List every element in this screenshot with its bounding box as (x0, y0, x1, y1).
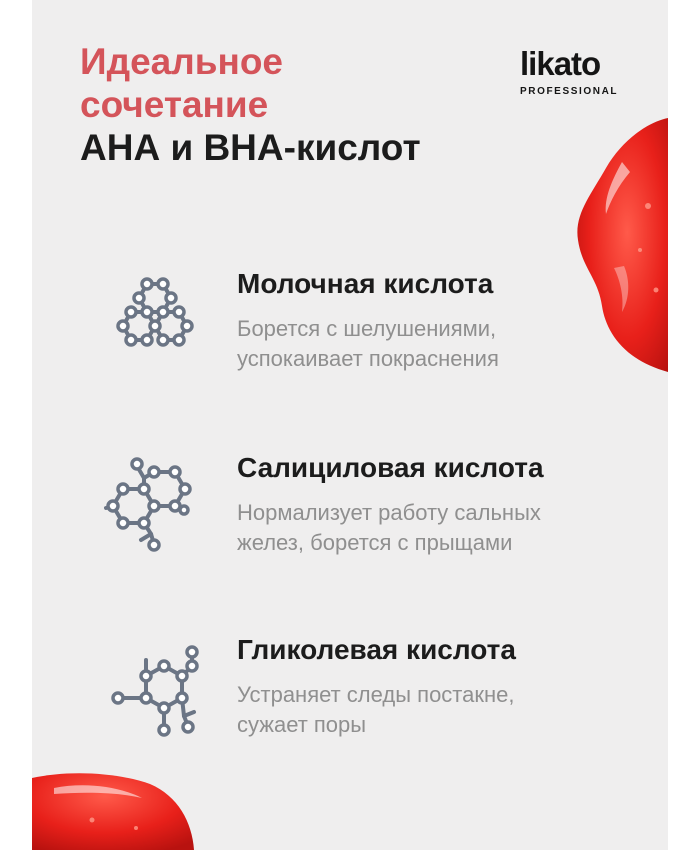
feature-glycolic-acid (32, 634, 668, 754)
feature-title: Салициловая кислота (237, 452, 544, 483)
feature-description: Устраняет следы постакне, сужает поры (237, 682, 515, 737)
glycolic-acid-molecule-icon (96, 640, 206, 750)
feature-title: Молочная кислота (237, 268, 494, 299)
feature-description: Борется с шелушениями, успокаивает покраснения (237, 316, 499, 371)
feature-description: Нормализует работу сальных желез, борется с прыщами (237, 500, 541, 555)
page-title (80, 40, 421, 169)
feature-salicylic-acid (32, 452, 668, 572)
lactic-acid-molecule-icon (96, 268, 206, 378)
brand-subtitle: PROFESSIONAL (520, 86, 619, 97)
red-gel-swatch-bottom (32, 770, 197, 850)
brand-logo (520, 45, 619, 97)
title-line-3: АНА и ВНА-кислот (80, 127, 421, 168)
brand-name: likato (520, 45, 601, 82)
feature-title: Гликолевая кислота (237, 634, 516, 665)
title-line-1: Идеальное (80, 41, 284, 82)
title-line-2: сочетание (80, 84, 269, 125)
salicylic-acid-molecule-icon (96, 452, 206, 562)
feature-lactic-acid (32, 268, 668, 388)
product-card (32, 0, 668, 850)
